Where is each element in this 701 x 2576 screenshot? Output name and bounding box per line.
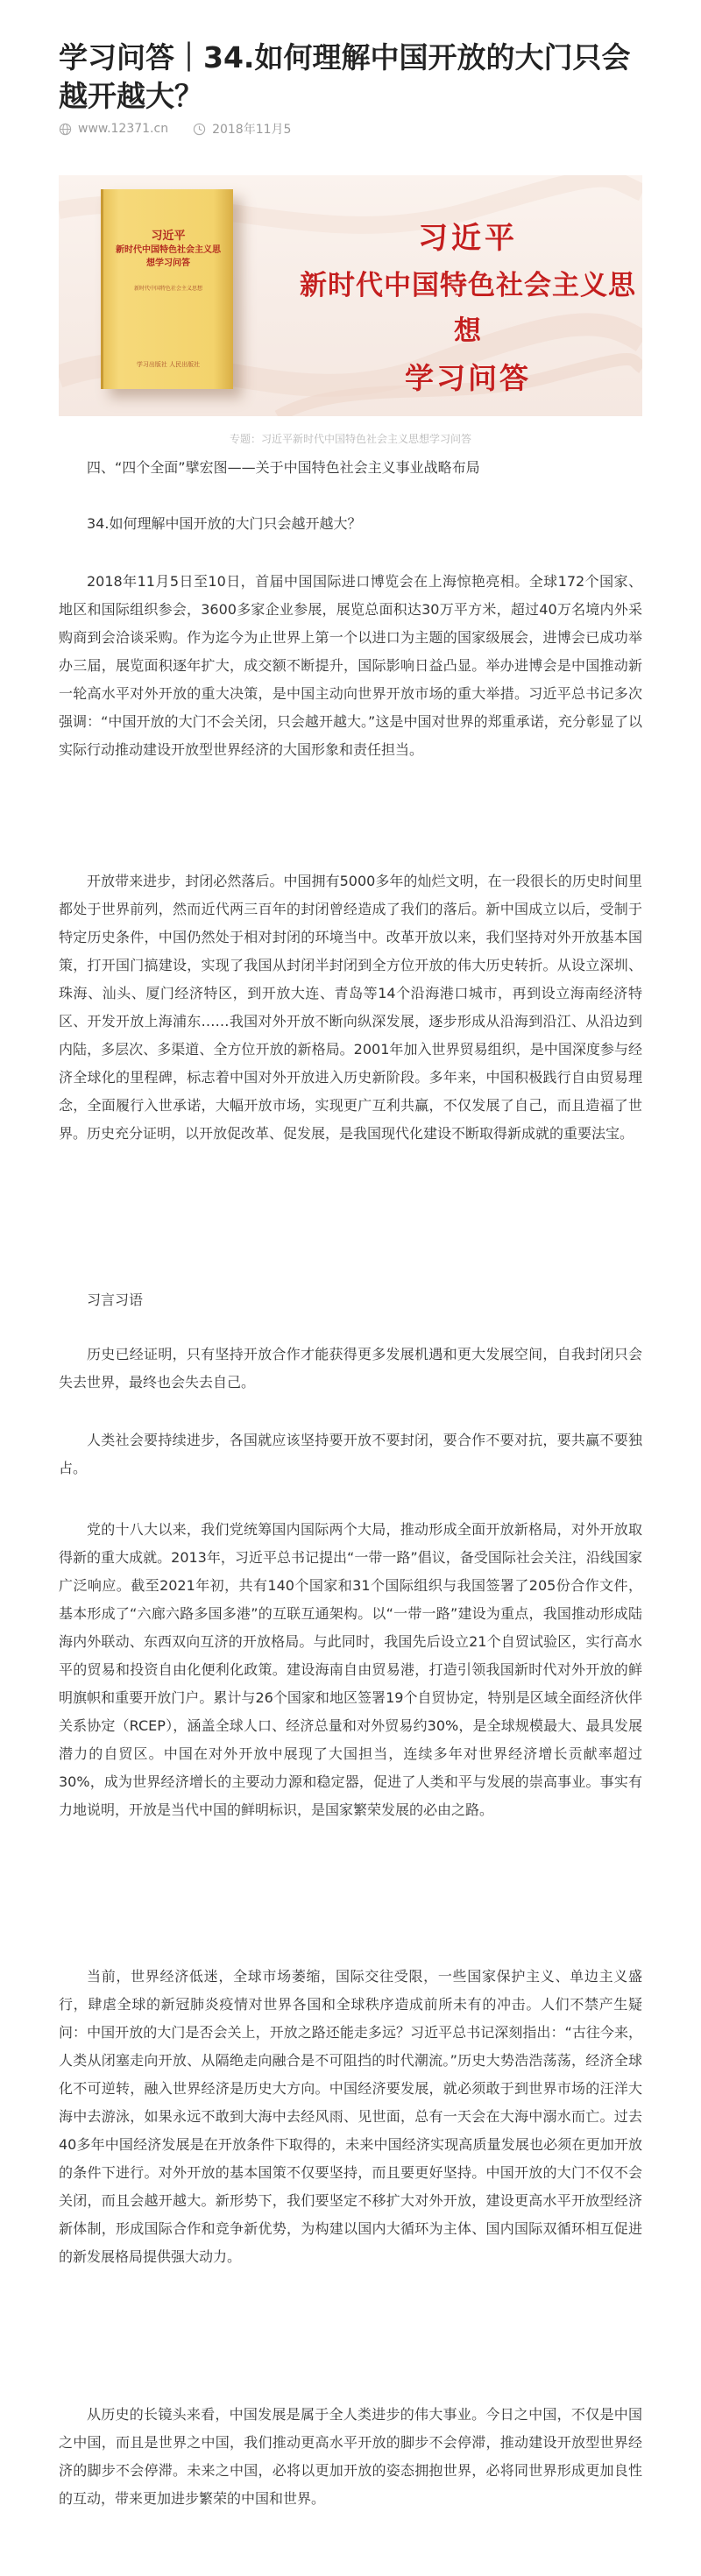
banner-heading-line-3: 学习问答 [405, 361, 531, 395]
paragraph: 从历史的长镜头来看，中国发展是属于全人类进步的伟大事业。今日之中国，不仅是中国之中国，而且是世界之中国，我们推动更高水平开放的脚步不会停滞，推动建设开放型世界经济的脚步不会停滞。未来之中国，必将以更加开放的姿态拥抱世界，必将同世界形成更加良性的互动，带来更加进步繁荣的中国和世界。 [59, 2406, 642, 2507]
banner-heading-line-1: 习近平 [418, 221, 518, 256]
topic-banner[interactable] [59, 175, 642, 416]
publish-date: 2018年11月5 [212, 123, 292, 137]
paragraph: 开放带来进步，封闭必然落后。中国拥有5000多年的灿烂文明，在一段很长的历史时间里都处于世界前列，然而近代两三百年的封闭曾经造成了我们的落后。新中国成立以后，受制于特定历史条件，中国仍然处于相对封闭的环境当中。改革开放以来，我们坚持对外开放基本国策，打开国门搞建设，实现了我国从封闭半封闭到全方位开放的伟大历史转折。从设立深圳、珠海、汕头、厦门经济特区，到开放大连、青岛等14个沿海港口城市，再到设立海南经济特区、开发开放上海浦东……我国对外开放不断向纵深发展，逐步形成从沿海到沿江、从沿边到内陆，多层次、多渠道、全方位开放的新格局。2001年加入世界贸易组织，是中国深度参与经济全球化的里程碑，标志着中国对外开放进入历史新阶段。多年来，中国积极践行自由贸易理念，全面履行入世承诺，大幅开放市场，实现更广互利共赢，不仅发展了自己，而且造福了世界。历史充分证明，以开放促改革、促发展，是我国现代化建设不断取得新成就的重要法宝。 [59, 873, 642, 1142]
book-publisher: 学习出版社 人民出版社 [136, 361, 201, 368]
paragraph: 当前，世界经济低迷，全球市场萎缩，国际交往受限，一些国家保护主义、单边主义盛行，肆虐全球的新冠肺炎疫情对世界各国和全球秩序造成前所未有的冲击。人们不禁产生疑问：中国开放的大门是否会关上，开放之路还能走多远？习近平总书记深刻指出：“古往今来，人类从闭塞走向开放、从隔绝走向融合是不可阻挡的时代潮流。”历史大势浩浩荡荡，经济全球化不可逆转，融入世界经济是历史大方向。中国经济要发展，就必须敢于到世界市场的汪洋大海中去游泳，如果永远不敢到大海中去经风雨、见世面，总有一天会在大海中溺水而亡。过去40多年中国经济发展是在开放条件下取得的，未来中国经济实现高质量发展也必须在更加开放的条件下进行。对外开放的基本国策不仅要坚持，而且要更好坚持。中国开放的大门不仅不会关闭，而且会越开越大。新形势下，我们要坚定不移扩大对外开放，建设更高水平开放型经济新体制，形成国际合作和竞争新优势，为构建以国内大循环为主体、国内国际双循环相互促进的新发展格局提供强大动力。 [59, 1968, 642, 2265]
quote-heading: 习言习语 [87, 1292, 144, 1308]
banner-heading [294, 214, 642, 403]
paragraph: 2018年11月5日至10日，首届中国国际进口博览会在上海惊艳亮相。全球172个国家、地区和国际组织参会，3600多家企业参展，展览总面积达30万平方米，超过40万名境内外采购商到会洽谈采购。作为迄今为止世界上第一个以进口为主题的国家级展会，进博会已成功举办三届，展览面积逐年扩大，成交额不断提升，国际影响日益凸显。举办进博会是中国推动新一轮高水平对外开放的重大决策，是中国主动向世界开放市场的重大举措。习近平总书记多次强调：“中国开放的大门不会关闭，只会越开越大。”这是中国对世界的郑重承诺，充分彰显了以实际行动推动建设开放型世界经济的大国形象和责任担当。 [59, 573, 642, 758]
paragraph: 人类社会要持续进步，各国就应该坚持要开放不要封闭，要合作不要对抗，要共赢不要独占。 [59, 1432, 642, 1476]
book-author: 习近平 [151, 230, 186, 243]
question-heading: 34.如何理解中国开放的大门只会越开越大？ [87, 515, 362, 532]
article-meta [59, 118, 315, 139]
book-title: 新时代中国特色社会主义思想学习问答 [116, 245, 221, 268]
section-heading: 四、“四个全面”擘宏图——关于中国特色社会主义事业战略布局 [87, 459, 480, 476]
paragraph: 党的十八大以来，我们党统筹国内国际两个大局，推动形成全面开放新格局，对外开放取得新的重大成就。2013年，习近平总书记提出“一带一路”倡议，备受国际社会关注，沿线国家广泛响应。截至2021年初，共有140个国家和31个国际组织与我国签署了205份合作文件，基本形成了“六廊六路多国多港”的互联互通架构。以“一带一路”建设为重点，我国推动形成陆海内外联动、东西双向互济的开放格局。与此同时，我国先后设立21个自贸试验区，实行高水平的贸易和投资自由化便利化政策。建设海南自由贸易港，打造引领我国新时代对外开放的鲜明旗帜和重要开放门户。累计与26个国家和地区签署19个自贸协定，特别是区域全面经济伙伴关系协定（RCEP），涵盖全球人口、经济总量和对外贸易约30%，是全球规模最大、最具发展潜力的自贸区。中国在对外开放中展现了大国担当，连续多年对世界经济增长贡献率超过30%，成为世界经济增长的主要动力源和稳定器，促进了人类和平与发展的崇高事业。事实有力地说明，开放是当代中国的鲜明标识，是国家繁荣发展的必由之路。 [59, 1521, 642, 1818]
article-title: 学习问答｜34.如何理解中国开放的大门只会越开越大？ [59, 40, 631, 113]
banner-heading-line-2: 新时代中国特色社会主义思想 [300, 270, 636, 347]
paragraph: 历史已经证明，只有坚持开放合作才能获得更多发展机遇和更大发展空间，自我封闭只会失去世界，最终也会失去自己。 [59, 1346, 642, 1391]
globe-icon [59, 123, 72, 136]
book-cover [101, 189, 233, 389]
banner-caption: 专题：习近平新时代中国特色社会主义思想学习问答 [229, 433, 471, 445]
clock-icon [193, 123, 206, 136]
date-meta [193, 120, 291, 138]
book-subtitle: 新时代中国特色社会主义思想 [133, 286, 202, 292]
source-meta[interactable] [59, 122, 168, 136]
source-site: www.12371.cn [78, 122, 169, 136]
